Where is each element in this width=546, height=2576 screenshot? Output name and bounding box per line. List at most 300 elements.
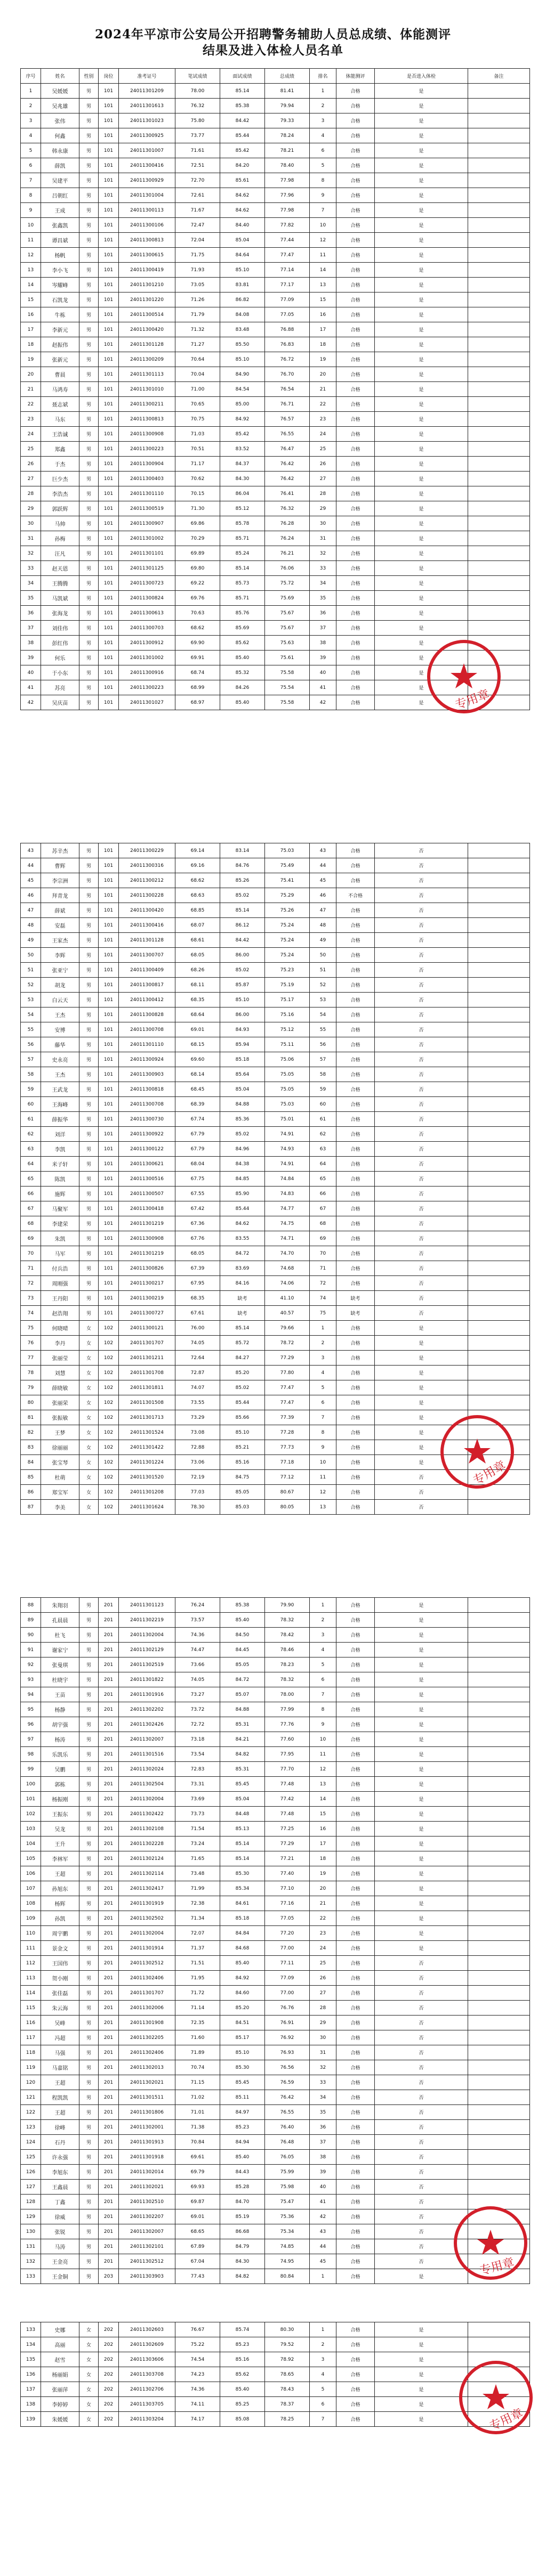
table-row — [21, 1672, 530, 1687]
cell-rank: 19 — [310, 1866, 336, 1881]
table-row — [21, 1792, 530, 1807]
cell-name: 杨涛 — [41, 1732, 79, 1747]
cell-seq: 30 — [21, 516, 41, 531]
cell-fitness-test: 合格 — [336, 1896, 375, 1911]
cell-exam-id: 24011300212 — [119, 873, 175, 888]
cell-rank: 44 — [310, 2239, 336, 2254]
cell-written-score: 74.05 — [175, 1672, 220, 1687]
header-name: 姓名 — [41, 69, 79, 84]
cell-gender: 男 — [79, 2180, 99, 2195]
cell-gender: 男 — [79, 948, 99, 963]
cell-written-score: 71.67 — [175, 203, 220, 218]
cell-gender: 男 — [79, 1172, 99, 1187]
cell-seq: 7 — [21, 173, 41, 188]
cell-post: 101 — [99, 1276, 119, 1291]
cell-medical-exam: 是 — [375, 1366, 468, 1380]
cell-total-score: 78.37 — [265, 2397, 310, 2412]
cell-post: 101 — [99, 1052, 119, 1067]
header-remark: 备注 — [468, 69, 530, 84]
cell-medical-exam: 是 — [375, 1351, 468, 1366]
cell-seq: 64 — [21, 1157, 41, 1172]
cell-seq: 120 — [21, 2075, 41, 2090]
cell-exam-id: 24011300615 — [119, 248, 175, 263]
cell-interview-score: 85.40 — [220, 2382, 265, 2397]
cell-rank: 3 — [310, 1628, 336, 1643]
cell-post: 101 — [99, 322, 119, 337]
cell-medical-exam: 否 — [375, 963, 468, 978]
cell-interview-score: 85.50 — [220, 337, 265, 352]
cell-written-score: 73.18 — [175, 1732, 220, 1747]
cell-name: 韩永康 — [41, 143, 79, 158]
cell-gender: 男 — [79, 1717, 99, 1732]
cell-interview-score: 84.62 — [220, 188, 265, 203]
cell-name: 拜青龙 — [41, 888, 79, 903]
cell-gender: 男 — [79, 1613, 99, 1628]
cell-name: 孙旭东 — [41, 1881, 79, 1896]
cell-gender: 男 — [79, 442, 99, 457]
cell-name: 于杰 — [41, 457, 79, 472]
cell-medical-exam: 是 — [375, 2397, 468, 2412]
cell-rank: 44 — [310, 858, 336, 873]
cell-medical-exam: 是 — [375, 1672, 468, 1687]
table-row — [21, 397, 530, 412]
cell-name: 马聚军 — [41, 1201, 79, 1216]
cell-gender: 男 — [79, 1792, 99, 1807]
cell-name: 张宝琴 — [41, 1455, 79, 1470]
cell-fitness-test: 合格 — [336, 1187, 375, 1201]
table-row — [21, 2060, 530, 2075]
cell-exam-id: 24011300708 — [119, 1097, 175, 1112]
cell-medical-exam: 否 — [375, 1172, 468, 1187]
cell-rank: 31 — [310, 531, 336, 546]
cell-post: 201 — [99, 1613, 119, 1628]
cell-exam-id: 24011301822 — [119, 1672, 175, 1687]
cell-fitness-test: 合格 — [336, 918, 375, 933]
table-row — [21, 233, 530, 248]
cell-exam-id: 24011300708 — [119, 1022, 175, 1037]
cell-fitness-test: 合格 — [336, 1881, 375, 1896]
table-row — [21, 561, 530, 576]
cell-written-score: 78.00 — [175, 84, 220, 99]
table-row — [21, 1291, 530, 1306]
cell-name: 李林军 — [41, 1851, 79, 1866]
cell-medical-exam: 否 — [375, 1082, 468, 1097]
cell-exam-id: 24011301524 — [119, 1425, 175, 1440]
cell-seq: 17 — [21, 322, 41, 337]
cell-name: 王金亮 — [41, 2254, 79, 2269]
cell-post: 101 — [99, 382, 119, 397]
cell-name: 巨少杰 — [41, 472, 79, 486]
cell-fitness-test: 合格 — [336, 2090, 375, 2105]
cell-gender: 男 — [79, 531, 99, 546]
cell-post: 101 — [99, 963, 119, 978]
cell-exam-id: 24011302504 — [119, 1777, 175, 1792]
cell-interview-score: 85.10 — [220, 993, 265, 1007]
cell-written-score: 74.54 — [175, 2352, 220, 2367]
cell-fitness-test: 不合格 — [336, 888, 375, 903]
cell-seq: 61 — [21, 1112, 41, 1127]
cell-total-score: 75.58 — [265, 695, 310, 710]
cell-remark — [468, 1941, 530, 1956]
cell-name: 王梦 — [41, 1425, 79, 1440]
cell-name: 吴兆雄 — [41, 99, 79, 113]
cell-post: 201 — [99, 1941, 119, 1956]
cell-seq: 50 — [21, 948, 41, 963]
cell-post: 101 — [99, 1306, 119, 1321]
cell-interview-score: 85.17 — [220, 2030, 265, 2045]
cell-medical-exam: 是 — [375, 1836, 468, 1851]
table-row — [21, 307, 530, 322]
cell-post: 201 — [99, 2060, 119, 2075]
cell-seq: 86 — [21, 1485, 41, 1500]
cell-medical-exam: 否 — [375, 993, 468, 1007]
cell-seq: 29 — [21, 501, 41, 516]
cell-interview-score: 84.61 — [220, 1896, 265, 1911]
cell-total-score: 75.29 — [265, 888, 310, 903]
cell-name: 薛晓敏 — [41, 1380, 79, 1395]
cell-exam-id: 24011301208 — [119, 1485, 175, 1500]
cell-medical-exam: 否 — [375, 1022, 468, 1037]
cell-medical-exam: 是 — [375, 1425, 468, 1440]
cell-remark — [468, 486, 530, 501]
cell-written-score: 72.04 — [175, 233, 220, 248]
cell-medical-exam: 否 — [375, 1276, 468, 1291]
cell-exam-id: 24011300228 — [119, 888, 175, 903]
cell-interview-score: 85.11 — [220, 2090, 265, 2105]
cell-gender: 女 — [79, 2397, 99, 2412]
cell-rank: 41 — [310, 2195, 336, 2209]
cell-interview-score: 85.05 — [220, 1485, 265, 1500]
cell-interview-score: 85.10 — [220, 1425, 265, 1440]
cell-total-score: 78.23 — [265, 1657, 310, 1672]
cell-seq: 48 — [21, 918, 41, 933]
cell-name: 李凯 — [41, 1142, 79, 1157]
cell-remark — [468, 472, 530, 486]
table-row — [21, 873, 530, 888]
cell-fitness-test: 合格 — [336, 636, 375, 651]
cell-name: 曹晨 — [41, 367, 79, 382]
cell-name: 张鑫凯 — [41, 218, 79, 233]
cell-gender: 男 — [79, 1052, 99, 1067]
cell-gender: 男 — [79, 1097, 99, 1112]
cell-total-score: 81.41 — [265, 84, 310, 99]
cell-interview-score: 85.28 — [220, 2180, 265, 2195]
cell-fitness-test: 合格 — [336, 322, 375, 337]
cell-seq: 70 — [21, 1246, 41, 1261]
cell-total-score: 77.76 — [265, 1717, 310, 1732]
cell-total-score: 75.05 — [265, 1067, 310, 1082]
table-row — [21, 1613, 530, 1628]
cell-exam-id: 24011300211 — [119, 397, 175, 412]
cell-total-score: 75.67 — [265, 606, 310, 621]
cell-written-score: 70.63 — [175, 606, 220, 621]
cell-gender: 男 — [79, 1836, 99, 1851]
cell-seq: 109 — [21, 1911, 41, 1926]
cell-total-score: 75.98 — [265, 2180, 310, 2195]
cell-written-score: 73.05 — [175, 278, 220, 292]
cell-gender: 男 — [79, 1747, 99, 1762]
cell-post: 201 — [99, 1598, 119, 1613]
cell-exam-id: 24011300516 — [119, 1172, 175, 1187]
cell-remark — [468, 1896, 530, 1911]
cell-seq: 118 — [21, 2045, 41, 2060]
cell-post: 201 — [99, 1807, 119, 1822]
cell-rank: 36 — [310, 2120, 336, 2135]
table-row — [21, 457, 530, 472]
cell-remark — [468, 501, 530, 516]
cell-medical-exam: 是 — [375, 1657, 468, 1672]
cell-gender: 男 — [79, 1777, 99, 1792]
cell-name: 郑鑫 — [41, 442, 79, 457]
cell-rank: 29 — [310, 501, 336, 516]
table-row — [21, 1971, 530, 1986]
cell-exam-id: 24011300106 — [119, 218, 175, 233]
cell-seq: 76 — [21, 1336, 41, 1351]
cell-fitness-test: 合格 — [336, 1500, 375, 1515]
cell-name: 杨振刚 — [41, 1792, 79, 1807]
cell-name: 岑耀峰 — [41, 278, 79, 292]
cell-written-score: 71.02 — [175, 2090, 220, 2105]
cell-remark — [468, 173, 530, 188]
cell-post: 202 — [99, 2412, 119, 2427]
cell-remark — [468, 843, 530, 858]
cell-seq: 21 — [21, 382, 41, 397]
cell-name: 李辉 — [41, 948, 79, 963]
cell-interview-score: 85.10 — [220, 263, 265, 278]
cell-interview-score: 84.92 — [220, 1971, 265, 1986]
cell-total-score: 80.67 — [265, 1485, 310, 1500]
cell-fitness-test: 合格 — [336, 933, 375, 948]
cell-post: 201 — [99, 1702, 119, 1717]
cell-name: 何乐 — [41, 651, 79, 665]
cell-seq: 62 — [21, 1127, 41, 1142]
cell-medical-exam: 是 — [375, 561, 468, 576]
cell-written-score: 71.03 — [175, 427, 220, 442]
cell-post: 101 — [99, 1097, 119, 1112]
cell-remark — [468, 143, 530, 158]
cell-seq: 20 — [21, 367, 41, 382]
cell-seq: 65 — [21, 1172, 41, 1187]
cell-gender: 男 — [79, 516, 99, 531]
cell-exam-id: 24011301027 — [119, 695, 175, 710]
cell-gender: 男 — [79, 1628, 99, 1643]
cell-interview-score: 85.25 — [220, 2397, 265, 2412]
cell-post: 201 — [99, 2209, 119, 2224]
cell-seq: 22 — [21, 397, 41, 412]
cell-gender: 男 — [79, 352, 99, 367]
cell-interview-score: 84.21 — [220, 1732, 265, 1747]
cell-gender: 男 — [79, 2030, 99, 2045]
table-row — [21, 2045, 530, 2060]
cell-written-score: 73.31 — [175, 1777, 220, 1792]
cell-post: 201 — [99, 1657, 119, 1672]
cell-seq: 44 — [21, 858, 41, 873]
cell-rank: 18 — [310, 1851, 336, 1866]
cell-fitness-test: 合格 — [336, 1082, 375, 1097]
table-row — [21, 427, 530, 442]
cell-medical-exam: 否 — [375, 1067, 468, 1082]
cell-exam-id: 24011300818 — [119, 1082, 175, 1097]
cell-written-score: 74.17 — [175, 2412, 220, 2427]
cell-total-score: 76.28 — [265, 516, 310, 531]
table-row — [21, 978, 530, 993]
cell-post: 201 — [99, 2045, 119, 2060]
cell-total-score: 77.00 — [265, 1941, 310, 1956]
cell-exam-id: 24011300723 — [119, 576, 175, 591]
cell-medical-exam: 是 — [375, 1455, 468, 1470]
cell-post: 101 — [99, 188, 119, 203]
cell-interview-score: 85.45 — [220, 1777, 265, 1792]
cell-medical-exam: 是 — [375, 1717, 468, 1732]
cell-post: 101 — [99, 903, 119, 918]
cell-total-score: 75.99 — [265, 2165, 310, 2180]
cell-name: 杨静 — [41, 1702, 79, 1717]
header-exam-id: 准考证号 — [119, 69, 175, 84]
cell-interview-score: 83.81 — [220, 278, 265, 292]
cell-fitness-test: 合格 — [336, 1866, 375, 1881]
cell-remark — [468, 1112, 530, 1127]
cell-rank: 9 — [310, 1440, 336, 1455]
cell-written-score: 72.88 — [175, 1440, 220, 1455]
cell-seq: 42 — [21, 695, 41, 710]
cell-seq: 63 — [21, 1142, 41, 1157]
cell-written-score: 68.63 — [175, 888, 220, 903]
table-row — [21, 1216, 530, 1231]
cell-fitness-test: 合格 — [336, 1142, 375, 1157]
cell-name: 王国伟 — [41, 1956, 79, 1971]
cell-exam-id: 24011301806 — [119, 2105, 175, 2120]
cell-seq: 117 — [21, 2030, 41, 2045]
cell-medical-exam: 是 — [375, 1336, 468, 1351]
cell-interview-score: 85.71 — [220, 531, 265, 546]
cell-rank: 33 — [310, 2075, 336, 2090]
cell-gender: 女 — [79, 1455, 99, 1470]
cell-rank: 2 — [310, 1336, 336, 1351]
cell-medical-exam: 是 — [375, 128, 468, 143]
cell-interview-score: 85.31 — [220, 1717, 265, 1732]
cell-exam-id: 24011300514 — [119, 307, 175, 322]
cell-rank: 69 — [310, 1231, 336, 1246]
cell-post: 201 — [99, 1762, 119, 1777]
cell-remark — [468, 1351, 530, 1366]
cell-fitness-test: 合格 — [336, 1097, 375, 1112]
table-row — [21, 1881, 530, 1896]
cell-gender: 男 — [79, 412, 99, 427]
table-row — [21, 1336, 530, 1351]
cell-written-score: 67.89 — [175, 2239, 220, 2254]
cell-seq: 53 — [21, 993, 41, 1007]
cell-medical-exam: 否 — [375, 1470, 468, 1485]
cell-seq: 4 — [21, 128, 41, 143]
cell-fitness-test: 合格 — [336, 1657, 375, 1672]
cell-written-score: 70.29 — [175, 531, 220, 546]
cell-total-score: 77.47 — [265, 1380, 310, 1395]
cell-total-score: 77.60 — [265, 1732, 310, 1747]
cell-remark — [468, 2075, 530, 2090]
cell-exam-id: 24011302129 — [119, 1643, 175, 1657]
cell-gender: 男 — [79, 1037, 99, 1052]
cell-gender: 男 — [79, 1657, 99, 1672]
cell-fitness-test: 合格 — [336, 2150, 375, 2165]
cell-medical-exam: 否 — [375, 2135, 468, 2150]
cell-post: 201 — [99, 2239, 119, 2254]
cell-exam-id: 24011302013 — [119, 2060, 175, 2075]
cell-exam-id: 24011301908 — [119, 2016, 175, 2030]
cell-written-score: 69.93 — [175, 2180, 220, 2195]
cell-gender: 女 — [79, 1500, 99, 1515]
cell-rank: 40 — [310, 665, 336, 680]
cell-rank: 35 — [310, 2105, 336, 2120]
table-row — [21, 1142, 530, 1157]
cell-name: 李丹 — [41, 1336, 79, 1351]
cell-post: 102 — [99, 1380, 119, 1395]
cell-written-score: 71.17 — [175, 457, 220, 472]
cell-seq: 94 — [21, 1687, 41, 1702]
cell-medical-exam: 否 — [375, 1956, 468, 1971]
cell-interview-score: 83.14 — [220, 843, 265, 858]
cell-seq: 131 — [21, 2239, 41, 2254]
cell-rank: 28 — [310, 2001, 336, 2016]
cell-fitness-test: 合格 — [336, 233, 375, 248]
cell-rank: 24 — [310, 427, 336, 442]
cell-exam-id: 24011300925 — [119, 128, 175, 143]
cell-written-score: 71.72 — [175, 1986, 220, 2001]
table-row — [21, 1306, 530, 1321]
cell-name: 于小东 — [41, 665, 79, 680]
cell-name: 张丽荣 — [41, 1395, 79, 1410]
cell-rank: 74 — [310, 1291, 336, 1306]
cell-exam-id: 24011302205 — [119, 2030, 175, 2045]
table-row — [21, 2001, 530, 2016]
cell-gender: 男 — [79, 651, 99, 665]
cell-post: 201 — [99, 1628, 119, 1643]
table-row — [21, 1822, 530, 1836]
cell-exam-id: 24011300907 — [119, 516, 175, 531]
cell-medical-exam: 否 — [375, 2224, 468, 2239]
cell-post: 101 — [99, 948, 119, 963]
cell-total-score: 77.17 — [265, 278, 310, 292]
cell-interview-score: 85.23 — [220, 2120, 265, 2135]
cell-post: 101 — [99, 591, 119, 606]
cell-gender: 男 — [79, 591, 99, 606]
cell-gender: 男 — [79, 2090, 99, 2105]
cell-remark — [468, 1836, 530, 1851]
cell-medical-exam: 是 — [375, 636, 468, 651]
cell-interview-score: 85.24 — [220, 546, 265, 561]
cell-total-score: 77.47 — [265, 248, 310, 263]
table-row — [21, 1911, 530, 1926]
cell-total-score: 78.25 — [265, 2412, 310, 2427]
cell-seq: 8 — [21, 188, 41, 203]
cell-fitness-test: 合格 — [336, 263, 375, 278]
cell-name: 白云天 — [41, 993, 79, 1007]
cell-seq: 97 — [21, 1732, 41, 1747]
cell-rank: 1 — [310, 2269, 336, 2284]
cell-post: 201 — [99, 2150, 119, 2165]
cell-rank: 34 — [310, 2090, 336, 2105]
cell-name: 赵振伟 — [41, 337, 79, 352]
cell-total-score: 77.18 — [265, 1455, 310, 1470]
cell-interview-score: 85.71 — [220, 591, 265, 606]
cell-rank: 38 — [310, 636, 336, 651]
cell-remark — [468, 1157, 530, 1172]
cell-remark — [468, 442, 530, 457]
cell-written-score: 71.38 — [175, 2120, 220, 2135]
cell-medical-exam: 否 — [375, 1485, 468, 1500]
cell-fitness-test: 合格 — [336, 2045, 375, 2060]
cell-seq: 93 — [21, 1672, 41, 1687]
cell-rank: 7 — [310, 203, 336, 218]
